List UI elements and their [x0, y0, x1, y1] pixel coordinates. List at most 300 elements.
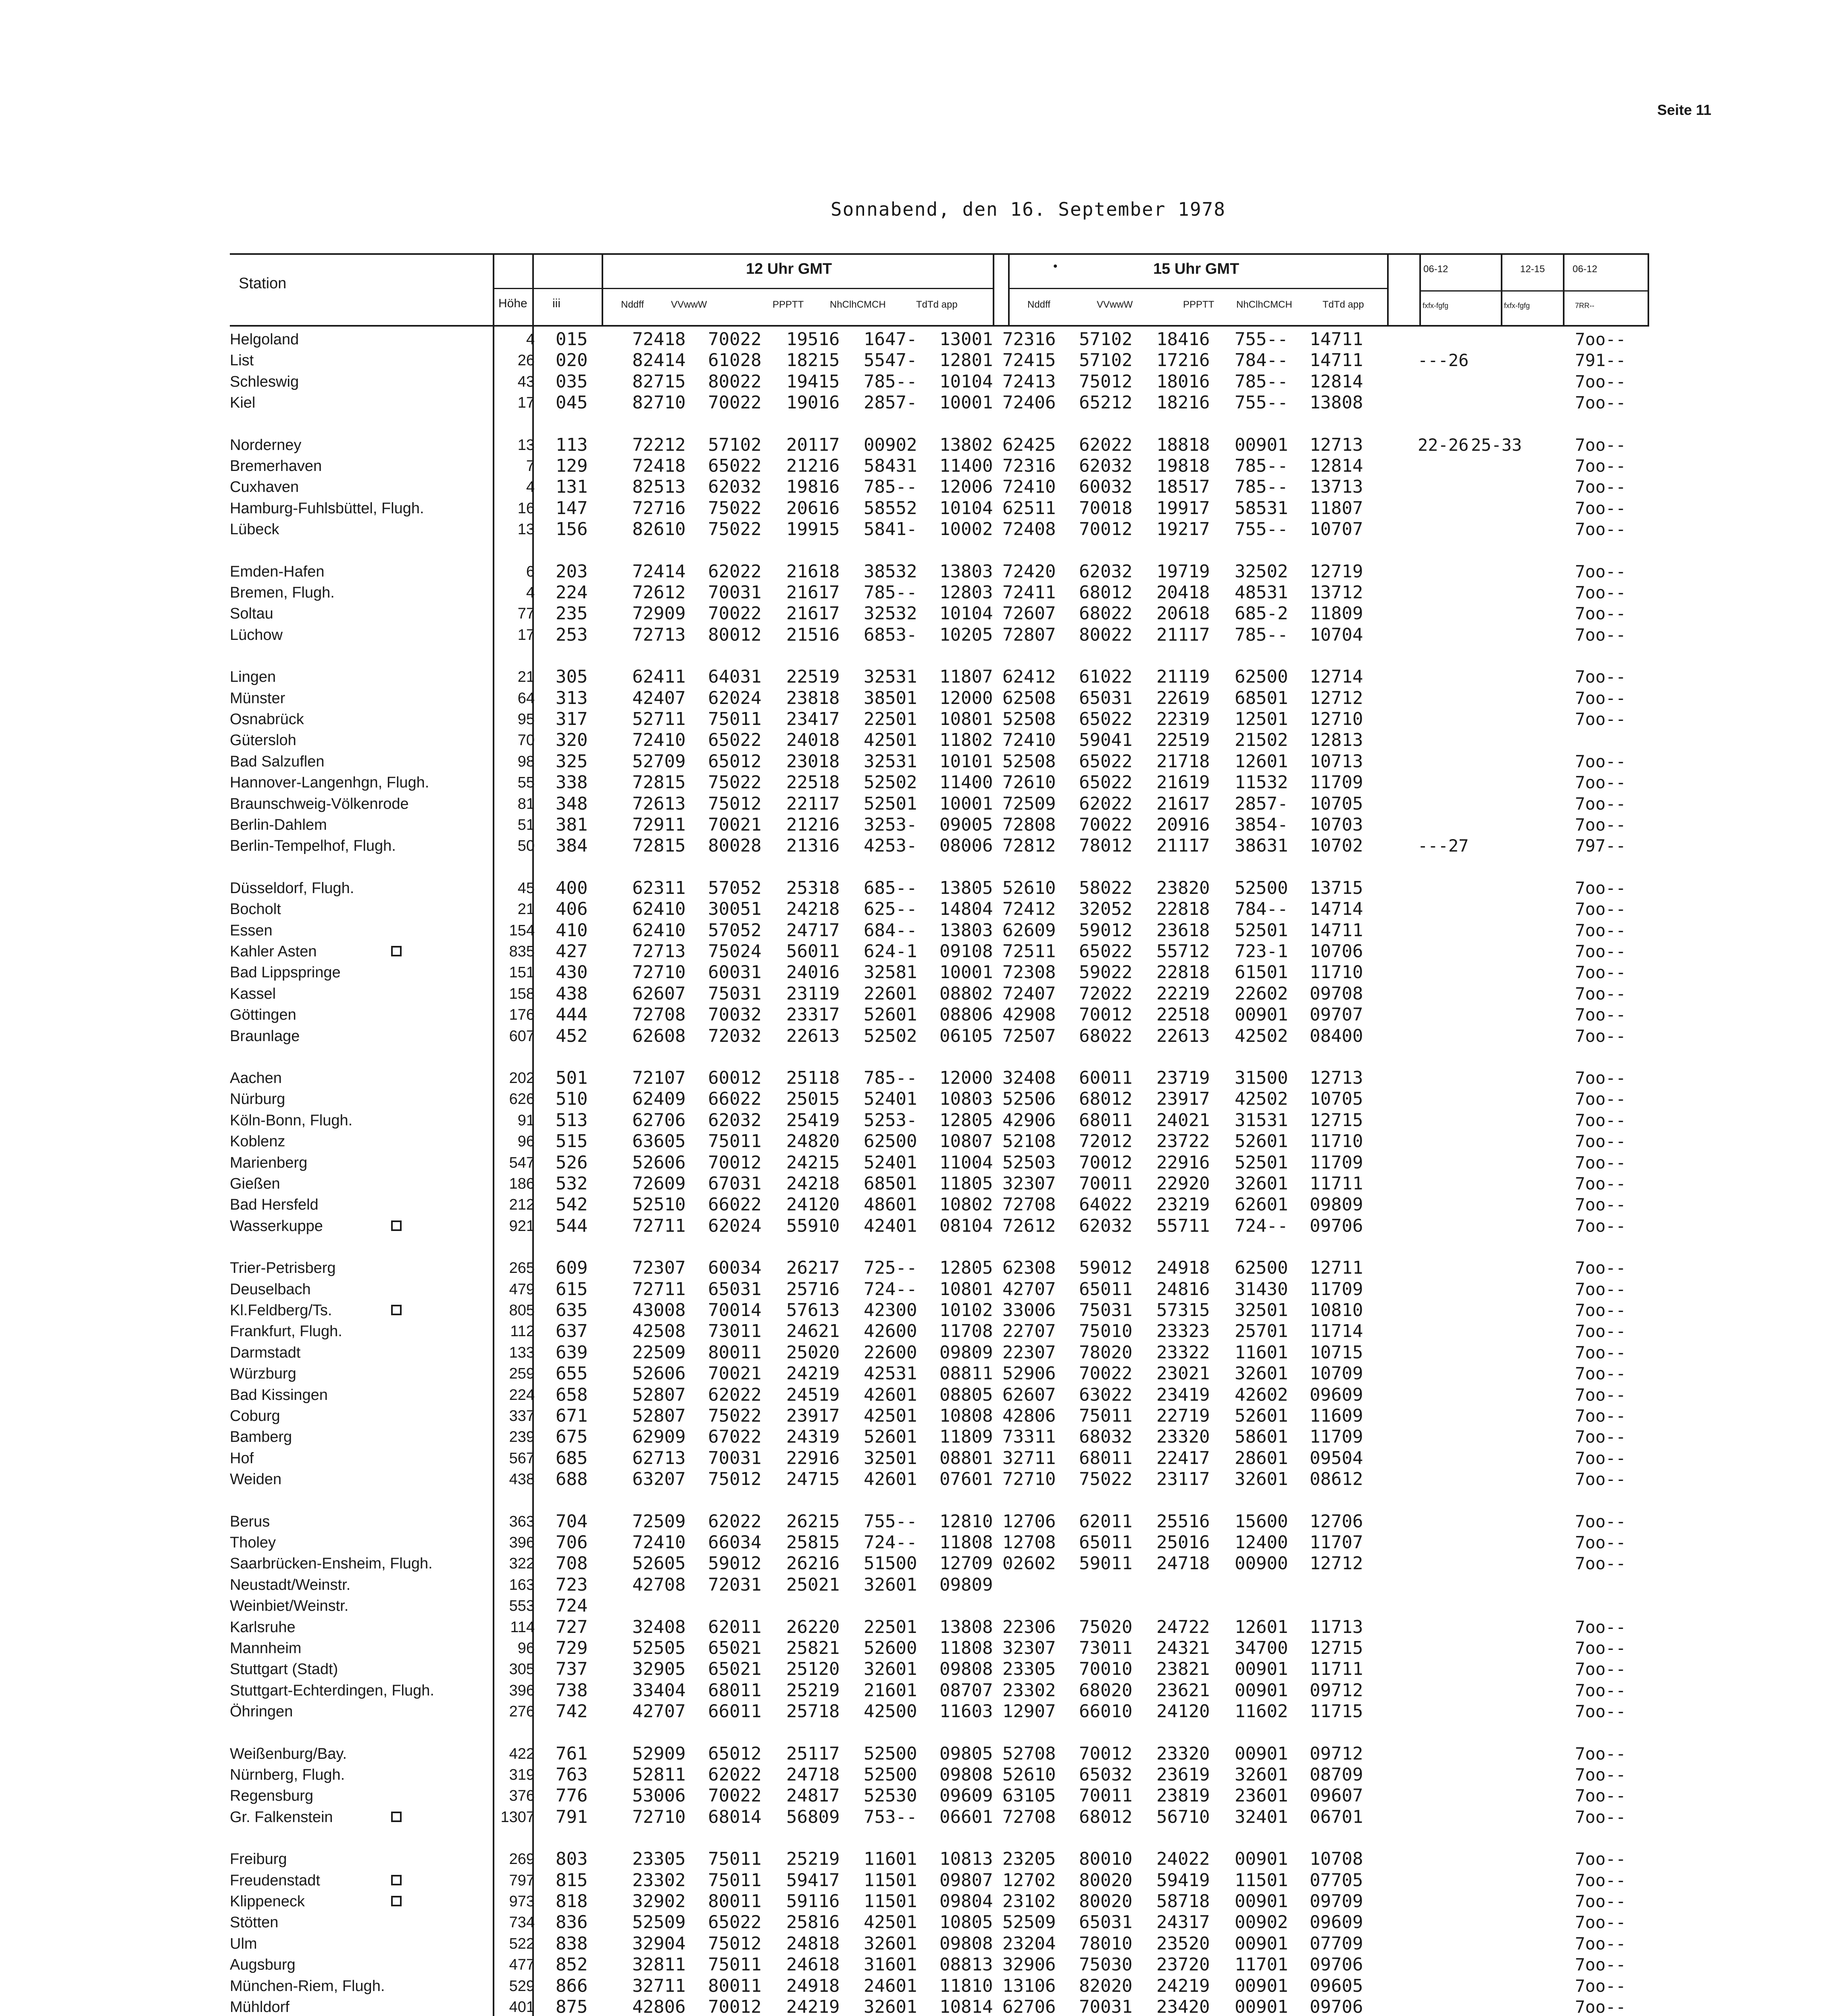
obs-12-group-4: 52501 — [864, 793, 917, 814]
station-name: Marienberg — [230, 1154, 308, 1171]
obs-12-group-1: 32905 — [632, 1659, 686, 1679]
header-12-uhr: 12 Uhr GMT — [746, 260, 832, 277]
station-height: 396 — [509, 1534, 535, 1551]
obs-12-group-3: 25219 — [786, 1849, 840, 1869]
header-12-ppptt: PPPTT — [773, 299, 804, 310]
station-name: Berlin-Tempelhof, Flugh. — [230, 837, 396, 854]
obs-12-group-2: 62022 — [708, 1764, 762, 1785]
obs-12-group-1: 72410 — [632, 730, 686, 750]
station-number: 866 — [556, 1976, 588, 1996]
station-name: Lüchow — [230, 627, 283, 644]
obs-15-group-2: 68011 — [1079, 1448, 1133, 1468]
table-row — [0, 1764, 1829, 1785]
header-15-ppptt: PPPTT — [1183, 299, 1214, 310]
obs-15-group-5: 12710 — [1310, 709, 1363, 729]
table-row — [0, 1300, 1829, 1321]
obs-15-group-1: 72412 — [1002, 899, 1056, 919]
station-number: 738 — [556, 1680, 588, 1701]
station-height: 112 — [510, 1323, 535, 1340]
station-height: 477 — [509, 1956, 535, 1973]
remark-r3: 7oo-- — [1575, 1469, 1626, 1489]
table-row — [0, 1469, 1829, 1490]
obs-12-group-4: 42300 — [864, 1300, 917, 1320]
header-15-vvwww: VVwwW — [1097, 299, 1133, 310]
station-number: 542 — [556, 1194, 588, 1215]
obs-12-group-1: 72612 — [632, 582, 686, 603]
obs-12-group-2: 61028 — [708, 350, 762, 371]
obs-15-group-5: 09504 — [1310, 1448, 1363, 1468]
obs-15-group-3: 55711 — [1156, 1216, 1210, 1236]
station-height: 96 — [517, 1640, 535, 1657]
header-12-vvwww: VVwwW — [671, 299, 707, 310]
header-range-3: 06-12 — [1573, 264, 1598, 275]
remark-r3: 7oo-- — [1575, 604, 1626, 623]
remark-r3: 7oo-- — [1575, 1765, 1626, 1785]
obs-15-group-2: 72022 — [1079, 983, 1133, 1004]
obs-15-group-3: 19818 — [1156, 456, 1210, 476]
remark-r3: 7oo-- — [1575, 583, 1626, 602]
obs-12-group-3: 25015 — [786, 1089, 840, 1109]
obs-15-group-1: 62412 — [1002, 666, 1056, 687]
obs-12-group-2: 62024 — [708, 688, 762, 708]
remark-r3: 7oo-- — [1575, 962, 1626, 982]
obs-15-group-1: 52503 — [1002, 1152, 1056, 1173]
obs-12-group-2: 66022 — [708, 1089, 762, 1109]
obs-12-group-4: 52601 — [864, 1427, 917, 1447]
station-name: Hannover-Langenhgn, Flugh. — [230, 774, 429, 791]
remark-r3: 7oo-- — [1575, 688, 1626, 708]
obs-12-group-4: 42601 — [864, 1469, 917, 1489]
obs-15-group-2: 59012 — [1079, 1258, 1133, 1278]
station-height: 322 — [509, 1555, 535, 1572]
obs-15-group-5: 08400 — [1310, 1026, 1363, 1046]
table-row — [0, 1004, 1829, 1025]
obs-12-group-2: 68014 — [708, 1807, 762, 1827]
obs-12-group-3: 25318 — [786, 878, 840, 898]
col-rule-iii — [602, 253, 603, 325]
table-row — [0, 962, 1829, 983]
station-name: Hof — [230, 1450, 254, 1467]
obs-12-group-1: 82610 — [632, 519, 686, 539]
obs-12-group-1: 32811 — [632, 1954, 686, 1975]
obs-15-group-5: 09607 — [1310, 1785, 1363, 1806]
obs-15-group-5: 11709 — [1310, 1427, 1363, 1447]
col-rule-12end — [993, 253, 994, 325]
obs-12-group-3: 24820 — [786, 1131, 840, 1152]
obs-15-group-4: 32601 — [1235, 1764, 1288, 1785]
obs-15-group-4: 785-- — [1235, 625, 1288, 645]
station-name: Freudenstadt — [230, 1872, 320, 1889]
obs-12-group-5: 11802 — [939, 730, 993, 750]
obs-15-group-3: 22319 — [1156, 709, 1210, 729]
station-number: 501 — [556, 1068, 588, 1088]
obs-12-group-4: 11501 — [864, 1870, 917, 1891]
subheader-rule-15 — [1008, 288, 1388, 289]
obs-12-group-4: 38501 — [864, 688, 917, 708]
obs-12-group-5: 11808 — [939, 1532, 993, 1553]
obs-15-group-1: 52506 — [1002, 1089, 1056, 1109]
station-number: 381 — [556, 814, 588, 835]
obs-12-group-5: 13001 — [939, 329, 993, 350]
obs-15-group-4: 48531 — [1235, 582, 1288, 603]
obs-12-group-2: 59012 — [708, 1553, 762, 1574]
obs-12-group-3: 56809 — [786, 1807, 840, 1827]
obs-12-group-4: 52500 — [864, 1764, 917, 1785]
obs-12-group-5: 09808 — [939, 1764, 993, 1785]
obs-12-group-3: 19415 — [786, 371, 840, 392]
obs-12-group-4: 42501 — [864, 1406, 917, 1426]
obs-12-group-1: 42806 — [632, 1997, 686, 2016]
station-name: Mannheim — [230, 1640, 302, 1657]
table-row — [0, 1933, 1829, 1954]
obs-15-group-2: 75020 — [1079, 1617, 1133, 1637]
obs-12-group-4: 58552 — [864, 498, 917, 519]
station-number: 384 — [556, 835, 588, 856]
obs-15-group-2: 70012 — [1079, 1004, 1133, 1025]
obs-12-group-2: 64031 — [708, 666, 762, 687]
obs-15-group-1: 73311 — [1002, 1427, 1056, 1447]
station-name: Trier-Petrisberg — [230, 1260, 336, 1277]
obs-12-group-3: 21216 — [786, 814, 840, 835]
obs-15-group-4: 38631 — [1235, 835, 1288, 856]
table-row — [0, 561, 1829, 582]
obs-12-group-3: 25821 — [786, 1638, 840, 1658]
station-height: 21 — [517, 669, 535, 685]
obs-12-group-2: 57102 — [708, 435, 762, 455]
station-height: 422 — [509, 1745, 535, 1762]
obs-15-group-4: 62601 — [1235, 1194, 1288, 1215]
obs-12-group-3: 22613 — [786, 1026, 840, 1046]
table-row — [0, 1891, 1829, 1912]
obs-12-group-3: 24319 — [786, 1427, 840, 1447]
obs-12-group-4: 42501 — [864, 730, 917, 750]
obs-12-group-3: 24618 — [786, 1954, 840, 1975]
station-height: 17 — [517, 627, 535, 644]
station-name: Helgoland — [230, 331, 299, 348]
obs-15-group-2: 65022 — [1079, 709, 1133, 729]
obs-15-group-4: 00901 — [1235, 1743, 1288, 1764]
obs-12-group-5: 11807 — [939, 666, 993, 687]
table-row — [0, 1279, 1829, 1300]
obs-15-group-3: 22619 — [1156, 688, 1210, 708]
obs-12-group-4: 6853- — [864, 625, 917, 645]
obs-12-group-5: 08813 — [939, 1954, 993, 1975]
obs-12-group-4: 3253- — [864, 814, 917, 835]
obs-15-group-4: 61501 — [1235, 962, 1288, 983]
station-height: 797 — [509, 1872, 535, 1889]
station-height: 26 — [517, 352, 535, 369]
station-name: Gr. Falkenstein — [230, 1809, 333, 1826]
obs-12-group-1: 52606 — [632, 1152, 686, 1173]
table-row — [0, 1110, 1829, 1131]
obs-12-group-1: 52909 — [632, 1743, 686, 1764]
obs-15-group-2: 59012 — [1079, 920, 1133, 941]
table-row — [0, 1785, 1829, 1806]
station-number: 838 — [556, 1933, 588, 1954]
obs-15-group-2: 59022 — [1079, 962, 1133, 983]
obs-12-group-5: 08802 — [939, 983, 993, 1004]
obs-15-group-5: 11707 — [1310, 1532, 1363, 1553]
obs-12-group-3: 25419 — [786, 1110, 840, 1131]
obs-15-group-4: 755-- — [1235, 519, 1288, 539]
obs-12-group-5: 09808 — [939, 1933, 993, 1954]
remark-r1: ---26 — [1418, 350, 1469, 370]
station-height: 7 — [526, 458, 535, 475]
obs-15-group-1: 72507 — [1002, 1026, 1056, 1046]
obs-12-group-1: 72711 — [632, 1279, 686, 1300]
obs-12-group-2: 75011 — [708, 1131, 762, 1152]
obs-15-group-2: 65022 — [1079, 941, 1133, 962]
obs-15-group-3: 22719 — [1156, 1406, 1210, 1426]
obs-15-group-4: 12601 — [1235, 751, 1288, 772]
obs-15-group-2: 62011 — [1079, 1511, 1133, 1532]
header-iii: iii — [552, 297, 560, 310]
obs-12-group-4: 48601 — [864, 1194, 917, 1215]
obs-15-group-1: 72407 — [1002, 983, 1056, 1004]
obs-12-group-3: 24718 — [786, 1764, 840, 1785]
obs-12-group-5: 10001 — [939, 793, 993, 814]
subheader-rule-right — [1419, 290, 1649, 292]
obs-12-group-2: 70014 — [708, 1300, 762, 1320]
station-height: 259 — [509, 1365, 535, 1382]
table-row — [0, 1131, 1829, 1152]
obs-15-group-2: 62032 — [1079, 1216, 1133, 1236]
obs-12-group-5: 09808 — [939, 1659, 993, 1679]
table-row — [0, 1976, 1829, 1997]
obs-15-group-1: 23305 — [1002, 1659, 1056, 1679]
obs-12-group-3: 25716 — [786, 1279, 840, 1300]
obs-12-group-5: 10807 — [939, 1131, 993, 1152]
obs-15-group-5: 11709 — [1310, 772, 1363, 793]
table-row — [0, 371, 1829, 392]
obs-12-group-2: 70022 — [708, 603, 762, 624]
obs-15-group-5: 10708 — [1310, 1849, 1363, 1869]
obs-12-group-4: 5253- — [864, 1110, 917, 1131]
station-height: 154 — [509, 922, 535, 939]
obs-12-group-3: 23018 — [786, 751, 840, 772]
station-name: Nürnberg, Flugh. — [230, 1766, 345, 1783]
station-name: Bad Kissingen — [230, 1387, 328, 1404]
obs-15-group-3: 20916 — [1156, 814, 1210, 835]
obs-15-group-4: 42502 — [1235, 1026, 1288, 1046]
remark-r3: 7oo-- — [1575, 625, 1626, 645]
obs-15-group-1: 42806 — [1002, 1406, 1056, 1426]
obs-12-group-4: 685-- — [864, 878, 917, 898]
obs-12-group-5: 10814 — [939, 1997, 993, 2016]
obs-12-group-3: 20616 — [786, 498, 840, 519]
obs-12-group-1: 72911 — [632, 814, 686, 835]
station-name: Lübeck — [230, 521, 279, 538]
table-row — [0, 1026, 1829, 1047]
remark-r3: 7oo-- — [1575, 1300, 1626, 1320]
station-height: 734 — [509, 1914, 535, 1931]
obs-15-group-4: 52501 — [1235, 920, 1288, 941]
obs-15-group-4: 724-- — [1235, 1216, 1288, 1236]
obs-15-group-3: 22920 — [1156, 1173, 1210, 1194]
obs-12-group-5: 10808 — [939, 1406, 993, 1426]
station-height: 64 — [517, 690, 535, 707]
obs-12-group-2: 75012 — [708, 793, 762, 814]
obs-12-group-2: 80012 — [708, 625, 762, 645]
station-height: 176 — [509, 1006, 535, 1023]
station-number: 815 — [556, 1870, 588, 1891]
station-height: 805 — [509, 1302, 535, 1319]
obs-15-group-4: 32502 — [1235, 561, 1288, 582]
station-name: Osnabrück — [230, 711, 304, 728]
obs-15-group-2: 75012 — [1079, 371, 1133, 392]
obs-12-group-1: 72307 — [632, 1258, 686, 1278]
obs-12-group-5: 12709 — [939, 1553, 993, 1574]
remark-r3: 7oo-- — [1575, 477, 1626, 497]
obs-15-group-3: 23219 — [1156, 1194, 1210, 1215]
obs-12-group-2: 75011 — [708, 1849, 762, 1869]
obs-15-group-5: 10705 — [1310, 1089, 1363, 1109]
obs-15-group-2: 82020 — [1079, 1976, 1133, 1996]
obs-15-group-3: 18016 — [1156, 371, 1210, 392]
obs-15-group-3: 23819 — [1156, 1785, 1210, 1806]
obs-12-group-3: 24218 — [786, 1173, 840, 1194]
obs-12-group-4: 32601 — [864, 1574, 917, 1595]
obs-12-group-1: 43008 — [632, 1300, 686, 1320]
table-row — [0, 1363, 1829, 1384]
station-number: 513 — [556, 1110, 588, 1131]
obs-12-group-1: 63207 — [632, 1469, 686, 1489]
obs-12-group-5: 06105 — [939, 1026, 993, 1046]
station-height: 55 — [517, 774, 535, 791]
obs-15-group-1: 52509 — [1002, 1912, 1056, 1933]
obs-12-group-3: 24715 — [786, 1469, 840, 1489]
station-height: 269 — [509, 1851, 535, 1868]
obs-12-group-4: 5547- — [864, 350, 917, 371]
obs-12-group-2: 65031 — [708, 1279, 762, 1300]
station-name: Mühldorf — [230, 1999, 290, 2016]
station-number: 763 — [556, 1764, 588, 1785]
table-row — [0, 793, 1829, 814]
station-height: 4 — [526, 479, 535, 496]
obs-15-group-5: 07705 — [1310, 1870, 1363, 1891]
remark-r3: 7oo-- — [1575, 393, 1626, 412]
obs-15-group-2: 65031 — [1079, 1912, 1133, 1933]
obs-12-group-5: 12006 — [939, 477, 993, 497]
obs-15-group-4: 52601 — [1235, 1406, 1288, 1426]
obs-15-group-1: 42707 — [1002, 1279, 1056, 1300]
station-height: 363 — [509, 1513, 535, 1530]
station-number: 742 — [556, 1701, 588, 1722]
obs-12-group-2: 70031 — [708, 1448, 762, 1468]
station-number: 776 — [556, 1785, 588, 1806]
obs-15-group-4: 2857- — [1235, 793, 1288, 814]
station-name: Aachen — [230, 1070, 282, 1087]
station-number: 147 — [556, 498, 588, 519]
station-name: Frankfurt, Flugh. — [230, 1323, 342, 1340]
station-name: Würzburg — [230, 1365, 296, 1382]
col-rule-r4 — [1648, 253, 1649, 325]
remark-r3: 7oo-- — [1575, 899, 1626, 919]
station-name: Cuxhaven — [230, 479, 299, 496]
obs-15-group-5: 07709 — [1310, 1933, 1363, 1954]
station-height: 6 — [526, 563, 535, 580]
obs-12-group-5: 09609 — [939, 1785, 993, 1806]
obs-15-group-1: 72410 — [1002, 730, 1056, 750]
station-name: List — [230, 352, 254, 369]
obs-15-group-4: 32401 — [1235, 1807, 1288, 1827]
station-name: Weinbiet/Weinstr. — [230, 1597, 349, 1614]
obs-15-group-2: 78020 — [1079, 1342, 1133, 1363]
obs-12-group-3: 25219 — [786, 1680, 840, 1701]
station-height: 13 — [517, 521, 535, 538]
remark-r3: 7oo-- — [1575, 1807, 1626, 1827]
obs-15-group-5: 12711 — [1310, 1258, 1363, 1278]
obs-15-group-3: 24219 — [1156, 1976, 1210, 1996]
station-name: Freiburg — [230, 1851, 287, 1868]
obs-15-group-1: 72708 — [1002, 1194, 1056, 1215]
obs-12-group-1: 72713 — [632, 941, 686, 962]
obs-12-group-3: 25118 — [786, 1068, 840, 1088]
obs-12-group-2: 57052 — [708, 878, 762, 898]
obs-12-group-2: 62024 — [708, 1216, 762, 1236]
station-name: Klippeneck — [230, 1893, 305, 1910]
obs-12-group-1: 32711 — [632, 1976, 686, 1996]
station-height: 376 — [509, 1787, 535, 1804]
station-height: 319 — [509, 1766, 535, 1783]
obs-12-group-1: 72708 — [632, 1004, 686, 1025]
obs-15-group-5: 11809 — [1310, 603, 1363, 624]
obs-12-group-3: 25020 — [786, 1342, 840, 1363]
obs-15-group-3: 17216 — [1156, 350, 1210, 371]
station-name: Saarbrücken-Ensheim, Flugh. — [230, 1555, 433, 1572]
obs-12-group-1: 53006 — [632, 1785, 686, 1806]
header-range-1b: fxfx-fgfg — [1423, 302, 1449, 310]
station-number: 688 — [556, 1469, 588, 1489]
obs-12-group-5: 10101 — [939, 751, 993, 772]
station-number: 852 — [556, 1954, 588, 1975]
obs-15-group-3: 23821 — [1156, 1659, 1210, 1679]
obs-15-group-2: 60011 — [1079, 1068, 1133, 1088]
remark-r3: 7oo-- — [1575, 1448, 1626, 1468]
obs-15-group-3: 23320 — [1156, 1743, 1210, 1764]
obs-12-group-2: 73011 — [708, 1321, 762, 1341]
obs-15-group-2: 65011 — [1079, 1532, 1133, 1553]
obs-15-group-1: 63105 — [1002, 1785, 1056, 1806]
obs-12-group-2: 75022 — [708, 772, 762, 793]
obs-15-group-4: 784-- — [1235, 350, 1288, 371]
table-row — [0, 625, 1829, 646]
table-row — [0, 835, 1829, 856]
station-height: 607 — [509, 1028, 535, 1045]
station-number: 305 — [556, 666, 588, 687]
page-number: Seite 11 — [1657, 102, 1712, 118]
obs-12-group-1: 72711 — [632, 1216, 686, 1236]
obs-15-group-5: 09712 — [1310, 1680, 1363, 1701]
obs-12-group-4: 32601 — [864, 1933, 917, 1954]
obs-12-group-3: 21316 — [786, 835, 840, 856]
obs-12-group-2: 70012 — [708, 1997, 762, 2016]
station-height: 224 — [509, 1387, 535, 1404]
obs-15-group-2: 32052 — [1079, 899, 1133, 919]
obs-15-group-2: 65212 — [1079, 392, 1133, 413]
obs-12-group-2: 70021 — [708, 814, 762, 835]
table-row — [0, 751, 1829, 772]
obs-12-group-2: 70022 — [708, 392, 762, 413]
obs-12-group-2: 65012 — [708, 1743, 762, 1764]
station-name: Nürburg — [230, 1091, 285, 1108]
obs-15-group-3: 22417 — [1156, 1448, 1210, 1468]
obs-15-group-4: 25701 — [1235, 1321, 1288, 1341]
obs-15-group-5: 12712 — [1310, 688, 1363, 708]
obs-12-group-4: 52530 — [864, 1785, 917, 1806]
station-height: 186 — [509, 1175, 535, 1192]
obs-15-group-3: 24718 — [1156, 1553, 1210, 1574]
